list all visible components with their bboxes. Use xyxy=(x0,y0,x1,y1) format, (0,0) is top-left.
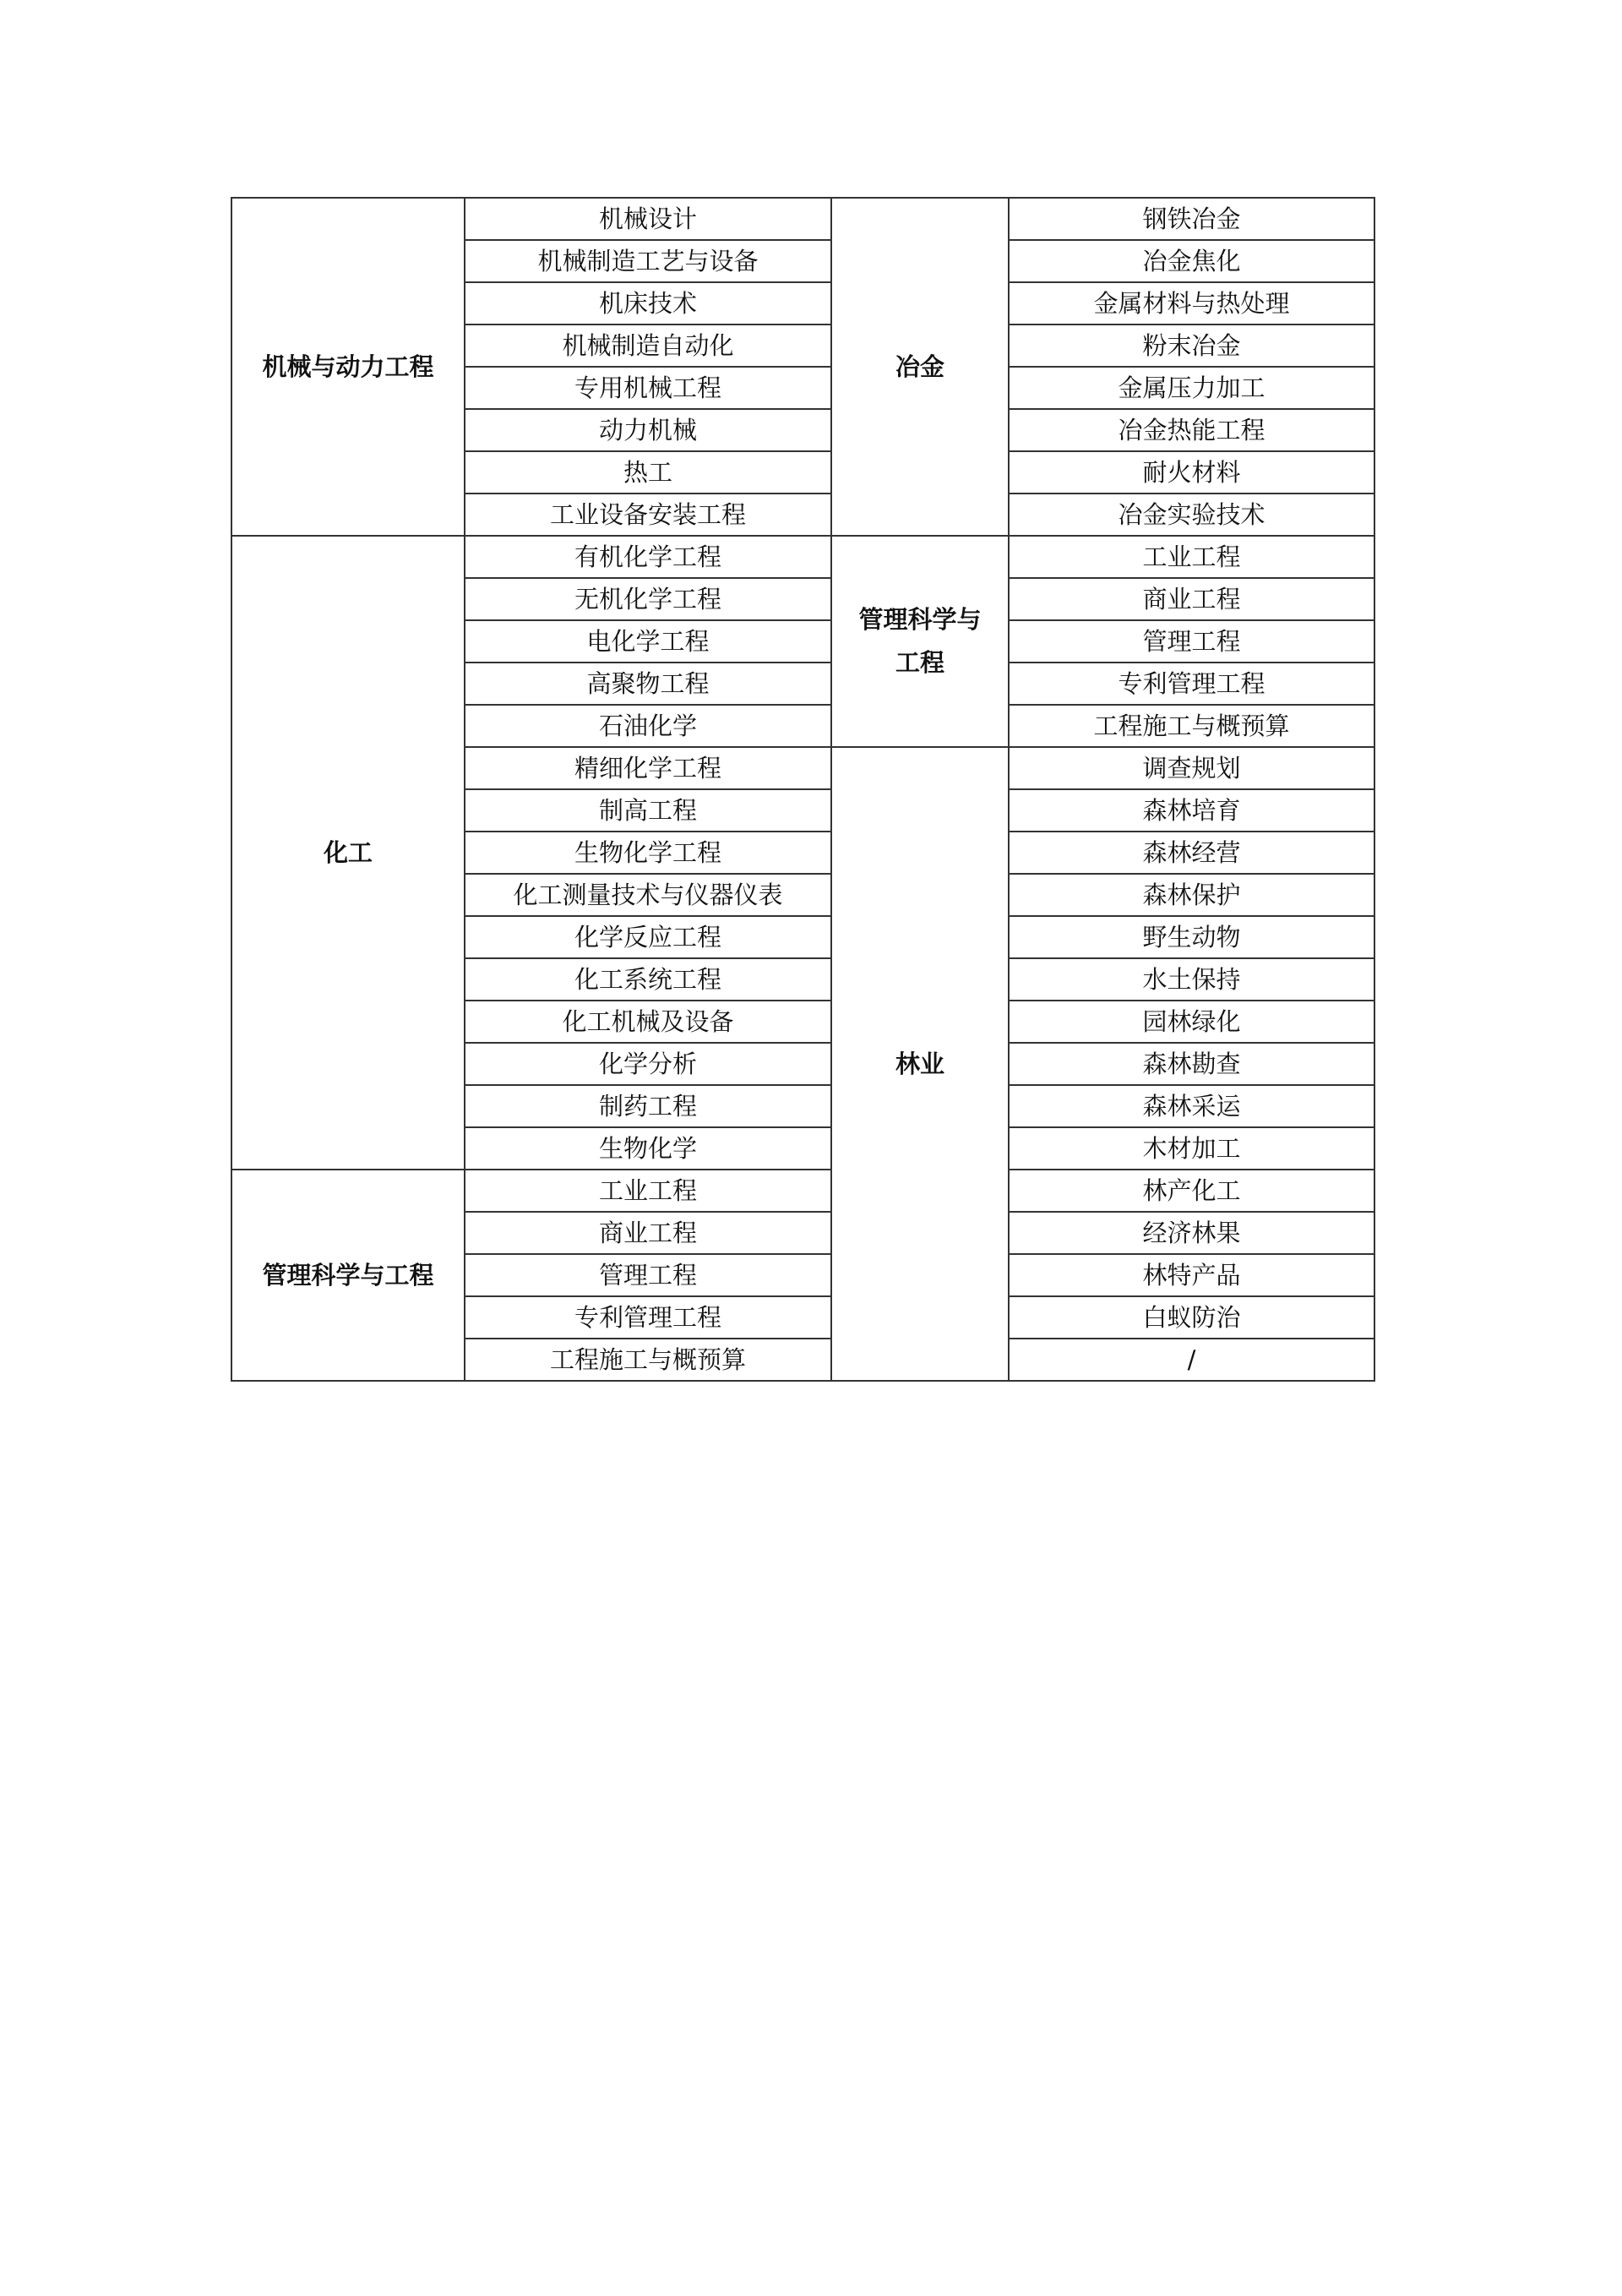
category-cell: 管理科学与工程 xyxy=(231,1170,465,1381)
major-cell: 化工测量技术与仪器仪表 xyxy=(465,874,831,916)
major-cell: 管理工程 xyxy=(1009,620,1374,663)
major-cell: 园林绿化 xyxy=(1009,1001,1374,1043)
major-cell: 化工系统工程 xyxy=(465,958,831,1001)
major-cell: 制药工程 xyxy=(465,1085,831,1127)
majors-table-body xyxy=(231,198,1374,1381)
major-cell: 有机化学工程 xyxy=(465,536,831,578)
major-cell: 粉末冶金 xyxy=(1009,324,1374,367)
major-cell: 动力机械 xyxy=(465,409,831,451)
category-cell: 化工 xyxy=(231,536,465,1170)
major-cell: 森林采运 xyxy=(1009,1085,1374,1127)
category-cell: 冶金 xyxy=(831,198,1009,536)
major-cell: 金属材料与热处理 xyxy=(1009,282,1374,324)
major-cell: 商业工程 xyxy=(465,1212,831,1254)
major-cell: 经济林果 xyxy=(1009,1212,1374,1254)
major-cell: 化工机械及设备 xyxy=(465,1001,831,1043)
major-cell: 工程施工与概预算 xyxy=(1009,705,1374,747)
category-cell: 管理科学与工程 xyxy=(831,536,1009,747)
major-cell: / xyxy=(1009,1339,1374,1381)
major-cell: 机床技术 xyxy=(465,282,831,324)
major-cell: 木材加工 xyxy=(1009,1127,1374,1170)
major-cell: 林特产品 xyxy=(1009,1254,1374,1296)
major-cell: 森林勘查 xyxy=(1009,1043,1374,1085)
major-cell: 水土保持 xyxy=(1009,958,1374,1001)
major-cell: 无机化学工程 xyxy=(465,578,831,620)
table-row xyxy=(231,198,1374,240)
major-cell: 机械制造自动化 xyxy=(465,324,831,367)
major-cell: 冶金焦化 xyxy=(1009,240,1374,282)
major-cell: 专利管理工程 xyxy=(1009,663,1374,705)
major-cell: 森林保护 xyxy=(1009,874,1374,916)
major-cell: 专利管理工程 xyxy=(465,1296,831,1339)
major-cell: 金属压力加工 xyxy=(1009,367,1374,409)
major-cell: 工程施工与概预算 xyxy=(465,1339,831,1381)
major-cell: 电化学工程 xyxy=(465,620,831,663)
major-cell: 调查规划 xyxy=(1009,747,1374,789)
major-cell: 白蚁防治 xyxy=(1009,1296,1374,1339)
table-row xyxy=(231,536,1374,578)
major-cell: 管理工程 xyxy=(465,1254,831,1296)
major-cell: 石油化学 xyxy=(465,705,831,747)
table-row xyxy=(231,1170,1374,1212)
major-cell: 化学反应工程 xyxy=(465,916,831,958)
major-cell: 高聚物工程 xyxy=(465,663,831,705)
major-cell: 冶金实验技术 xyxy=(1009,494,1374,536)
major-cell: 专用机械工程 xyxy=(465,367,831,409)
major-cell: 森林经营 xyxy=(1009,832,1374,874)
major-cell: 耐火材料 xyxy=(1009,451,1374,494)
majors-table xyxy=(231,197,1375,1382)
major-cell: 热工 xyxy=(465,451,831,494)
major-cell: 冶金热能工程 xyxy=(1009,409,1374,451)
major-cell: 工业设备安装工程 xyxy=(465,494,831,536)
major-cell: 精细化学工程 xyxy=(465,747,831,789)
major-cell: 机械制造工艺与设备 xyxy=(465,240,831,282)
major-cell: 生物化学 xyxy=(465,1127,831,1170)
major-cell: 工业工程 xyxy=(465,1170,831,1212)
major-cell: 制高工程 xyxy=(465,789,831,832)
major-cell: 生物化学工程 xyxy=(465,832,831,874)
category-cell: 林业 xyxy=(831,747,1009,1381)
major-cell: 野生动物 xyxy=(1009,916,1374,958)
major-cell: 商业工程 xyxy=(1009,578,1374,620)
major-cell: 钢铁冶金 xyxy=(1009,198,1374,240)
major-cell: 工业工程 xyxy=(1009,536,1374,578)
major-cell: 林产化工 xyxy=(1009,1170,1374,1212)
category-cell: 机械与动力工程 xyxy=(231,198,465,536)
major-cell: 机械设计 xyxy=(465,198,831,240)
major-cell: 森林培育 xyxy=(1009,789,1374,832)
major-cell: 化学分析 xyxy=(465,1043,831,1085)
